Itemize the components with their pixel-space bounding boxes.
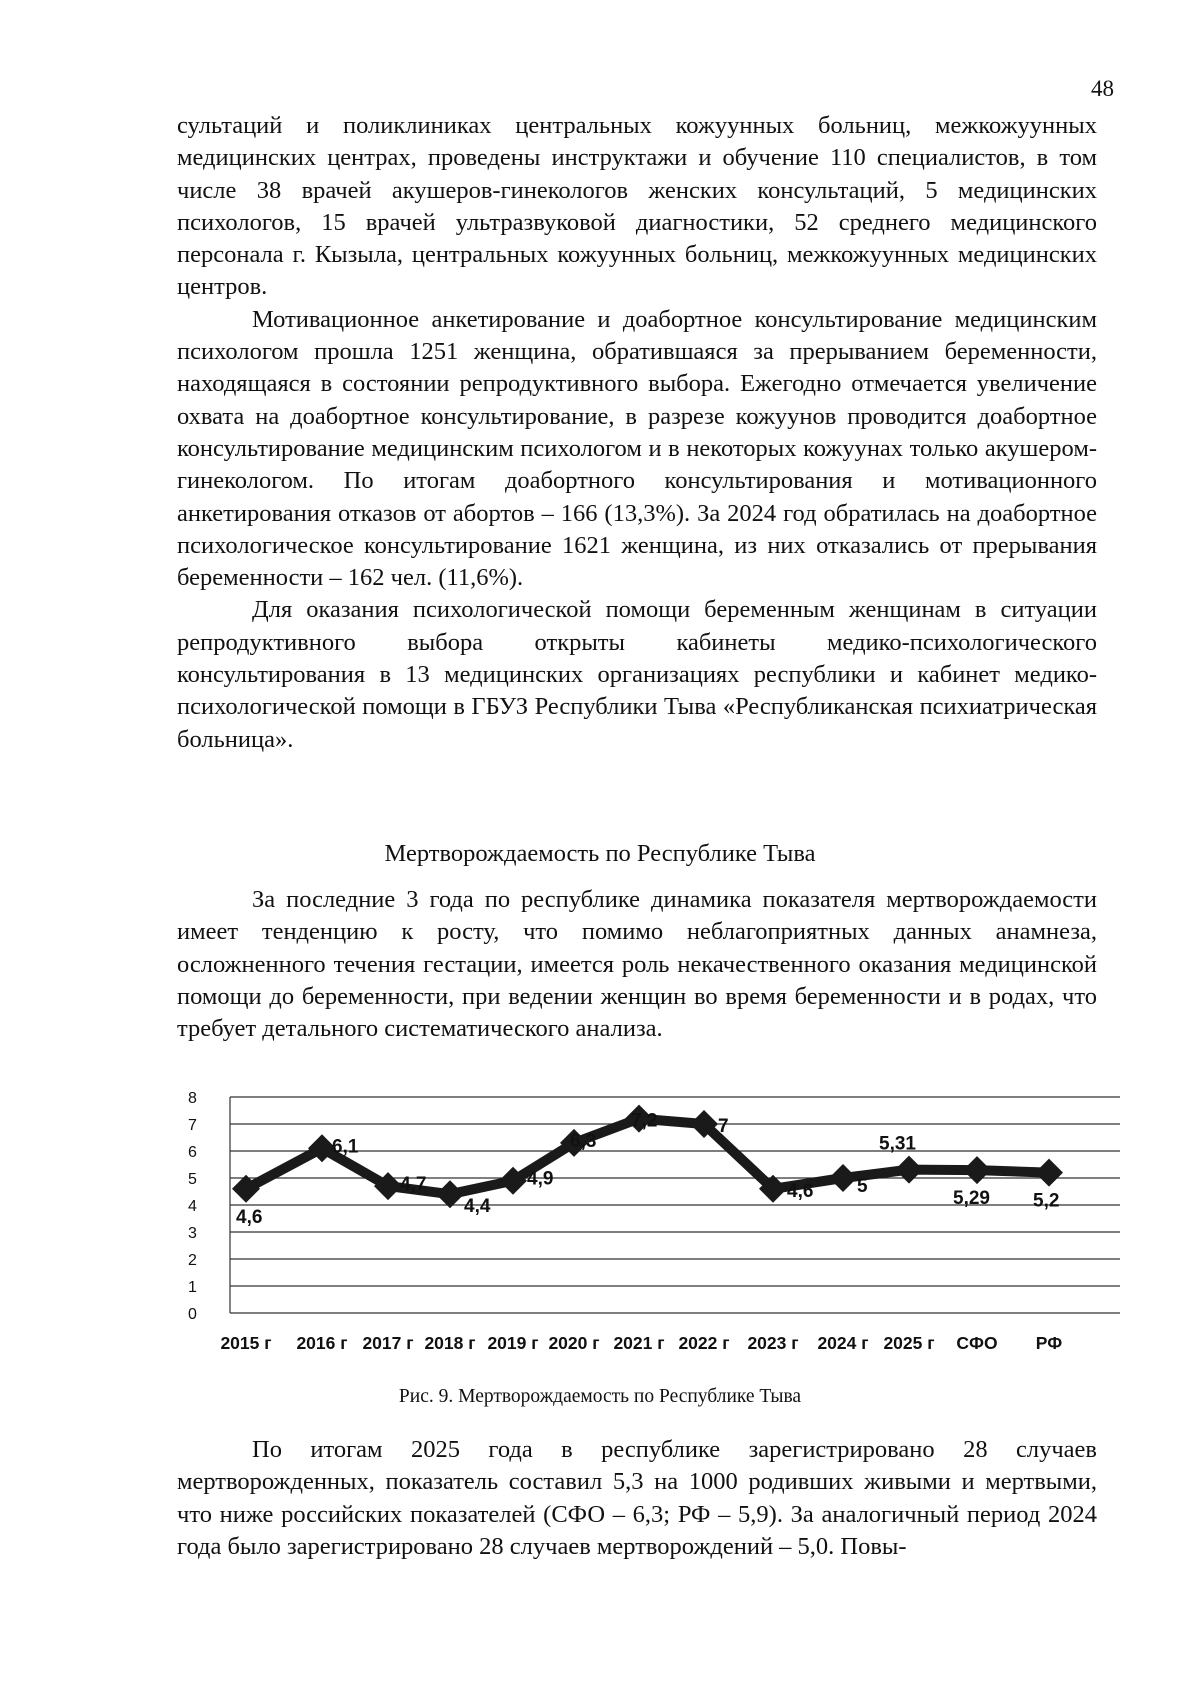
- x-tick-label: 2018 г: [424, 1333, 476, 1353]
- x-tick-label: СФО: [956, 1333, 998, 1353]
- y-tick-label: 6: [188, 1144, 197, 1161]
- data-label: 4,6: [787, 1180, 814, 1202]
- body-text-middle: [177, 884, 1097, 1045]
- paragraph-2: Мотивационное анкетирование и доабортное консультирование медицинским психологом прошла 1251 женщина, обратившаяся за прерыванием беременности, находящаяся в состоянии репродуктивного выбора. Ежегодно отмечается увеличение охвата на доабортное консультирование, в разрезе кожуунов проводится доабортное консультирование медицинским психологом и в некоторых кожуунах только акушером-гинекологом. По итогам доабортного консультирования и мотивационного анкетирования отказов от абортов – 166 (13,3%). За 2024 год обратилась на доабортное психологическое консультирование 1621 женщина, из них отказались от прерывания беременности – 162 чел. (11,6%).: [177, 305, 1097, 592]
- y-tick-label: 4: [188, 1198, 197, 1215]
- data-label: 4,6: [236, 1206, 263, 1228]
- x-tick-label: 2017 г: [362, 1333, 414, 1353]
- y-tick-label: 2: [188, 1252, 197, 1269]
- y-tick-label: 5: [188, 1171, 197, 1188]
- body-text-top: [177, 110, 1097, 756]
- paragraph-3: Для оказания психологической помощи беременным женщинам в ситуации репродуктивного выбора открыты кабинеты медико-психологического консультирования в 13 медицинских организациях республики и кабинет медико-психологической помощи в ГБУЗ Республики Тыва «Республиканская психиатрическая больница».: [177, 596, 1097, 753]
- y-tick-label: 0: [188, 1306, 197, 1323]
- y-tick-label: 8: [188, 1090, 197, 1107]
- data-point: [963, 1156, 991, 1184]
- x-tick-label: 2024 г: [817, 1333, 869, 1353]
- x-tick-label: 2016 г: [296, 1333, 348, 1353]
- section-heading: Мертворождаемость по Республике Тыва: [384, 840, 816, 867]
- data-point: [436, 1180, 464, 1208]
- x-axis-labels: [180, 1333, 1140, 1363]
- page-number: 48: [1091, 76, 1114, 101]
- data-label: 5: [857, 1176, 868, 1197]
- paragraph-5: По итогам 2025 года в республике зарегистрировано 28 случаев мертворожденных, показатель составил 5,3 на 1000 родивших живыми и мертвыми, что ниже российских показателей (СФО – 6,3; РФ – 5,9). За аналогичный период 2024 года было зарегистрировано 28 случаев мертворождений – 5,0. Повы-: [177, 1436, 1097, 1560]
- x-tick-label: 2025 г: [883, 1333, 935, 1353]
- x-tick-label: 2020 г: [548, 1333, 600, 1353]
- x-tick-label: 2021 г: [613, 1333, 665, 1353]
- stillbirth-chart: [180, 1085, 1140, 1375]
- data-label: 4,4: [464, 1196, 491, 1218]
- x-tick-label: 2023 г: [747, 1333, 799, 1353]
- data-point: [1035, 1159, 1063, 1187]
- data-label: 5,31: [879, 1133, 916, 1155]
- data-label: 4,7: [400, 1174, 427, 1196]
- x-tick-label: РФ: [1035, 1333, 1063, 1353]
- paragraph-4: За последние 3 года по республике динамика показателя мертворождаемости имеет тенденцию к росту, что помимо неблагоприятных данных анамнеза, осложненного течения гестации, имеется роль некачественного оказания медицинской помощи до беременности, при ведении женщин во время беременности и в родах, что требует детального систематического анализа.: [177, 886, 1097, 1043]
- body-text-bottom: [177, 1434, 1097, 1563]
- data-point: [829, 1164, 857, 1192]
- y-tick-label: 3: [188, 1225, 197, 1242]
- x-tick-label: 2022 г: [678, 1333, 730, 1353]
- data-label: 4,9: [527, 1168, 554, 1190]
- data-label: 6,1: [332, 1136, 359, 1158]
- x-tick-label: 2019 г: [487, 1333, 539, 1353]
- x-tick-label: 2015 г: [220, 1333, 272, 1353]
- data-label: 5,2: [1033, 1190, 1060, 1212]
- data-label: 7: [718, 1116, 729, 1137]
- data-label: 7,2: [631, 1110, 658, 1132]
- y-tick-label: 7: [188, 1117, 197, 1134]
- data-label: 6,3: [570, 1130, 597, 1152]
- y-tick-label: 1: [188, 1279, 197, 1296]
- data-label: 5,29: [953, 1188, 990, 1210]
- figure-caption: Рис. 9. Мертворождаемость по Республике Тыва: [398, 1386, 802, 1407]
- paragraph-1: сультаций и поликлиниках центральных кожуунных больниц, межкожуунных медицинских центрах, проведены инструктажи и обучение 110 специалистов, в том числе 38 врачей акушеров-гинекологов женских консультаций, 5 медицинских психологов, 15 врачей ультразвуковой диагностики, 52 среднего медицинского персонала г. Кызыла, центральных кожуунных больниц, межкожуунных медицинских центров.: [177, 112, 1097, 301]
- data-point: [895, 1156, 923, 1184]
- chart-plot: [180, 1085, 1140, 1335]
